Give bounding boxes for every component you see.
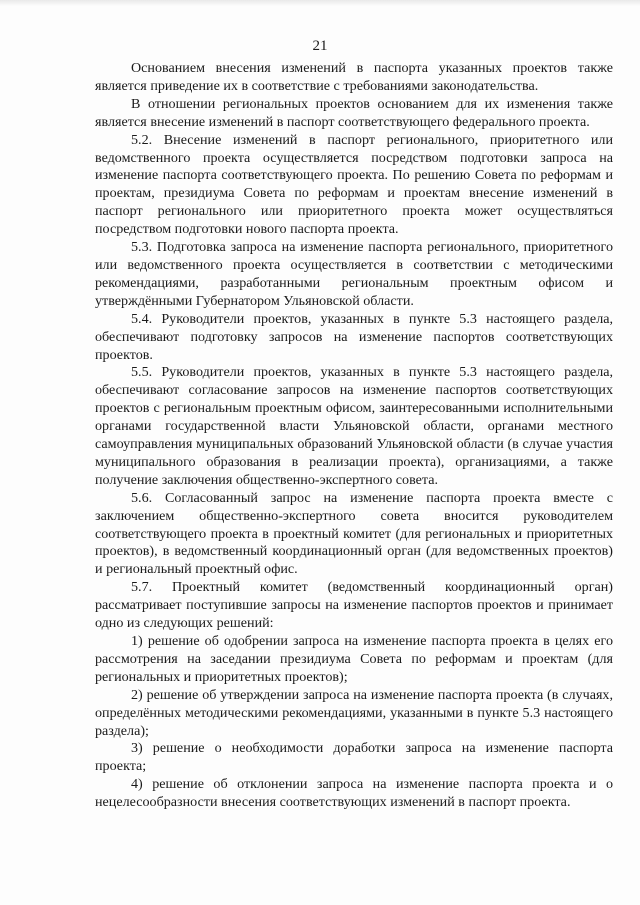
paragraph-5-6: 5.6. Согласованный запрос на изменение паспорта проекта вместе с заключением общественно-экспертного совета вносится руководителем соответствующего проекта в проектный комитет (для региональных и приоритетных проектов), в ведомственный координационный орган (для ведомственных проектов) и региональный проектный офис. xyxy=(95,489,613,578)
list-item-decision-2: 2) решение об утверждении запроса на изменение паспорта проекта (в случаях, определённых методическими рекомендациями, указанными в пункте 5.3 настоящего раздела); xyxy=(95,686,613,739)
scan-edge xyxy=(0,0,640,6)
document-body xyxy=(95,60,613,812)
paragraph-5-3: 5.3. Подготовка запроса на изменение паспорта регионального, приоритетного или ведомственного проекта осуществляется в соответствии с методическими рекомендациями, разработанными региональным проектным офисом и утверждёнными Губернатором Ульяновской области. xyxy=(95,239,613,309)
paragraph-5-2: 5.2. Внесение изменений в паспорт регионального, приоритетного или ведомственного проекта осуществляется посредством подготовки запроса на изменение паспорта соответствующего проекта. По решению Совета по реформам и проектам, президиума Совета по реформам и проектам внесение изменений в паспорт регионального или приоритетного проекта может осуществляться посредством подготовки нового паспорта проекта. xyxy=(95,131,613,238)
paragraph-5-7: 5.7. Проектный комитет (ведомственный координационный орган) рассматривает поступившие запросы на изменение паспортов проектов и принимает одно из следующих решений: xyxy=(95,579,613,632)
paragraph-5-4: 5.4. Руководители проектов, указанных в пункте 5.3 настоящего раздела, обеспечивают подготовку запросов на изменение паспортов соответствующих проектов. xyxy=(95,310,613,363)
paragraph-basis-legislation: Основанием внесения изменений в паспорта указанных проектов также является приведение их в соответствие с требованиями законодательства. xyxy=(95,60,613,94)
page-number: 21 xyxy=(312,38,328,54)
paragraph-5-5: 5.5. Руководители проектов, указанных в пункте 5.3 настоящего раздела, обеспечивают согласование запросов на изменение паспортов соответствующих проектов с региональным проектным офисом, заинтересованными исполнительными органами государственной власти Ульяновской области, органами местного самоуправления муниципальных образований Ульяновской области (в случае участия муниципального образования в реализации проекта), организациями, а также получение заключения общественно-экспертного совета. xyxy=(95,364,613,488)
paragraph-regional-basis: В отношении региональных проектов основанием для их изменения также является внесение изменений в паспорт соответствующего федерального проекта. xyxy=(95,95,613,130)
list-item-decision-1: 1) решение об одобрении запроса на изменение паспорта проекта в целях его рассмотрения на заседании президиума Совета по реформам и проектам (для региональных и приоритетных проектов); xyxy=(95,633,613,685)
list-item-decision-4: 4) решение об отклонении запроса на изменение паспорта проекта и о нецелесообразности внесения соответствующих изменений в паспорт проекта. xyxy=(95,776,613,811)
list-item-decision-3: 3) решение о необходимости доработки запроса на изменение паспорта проекта; xyxy=(95,740,613,775)
